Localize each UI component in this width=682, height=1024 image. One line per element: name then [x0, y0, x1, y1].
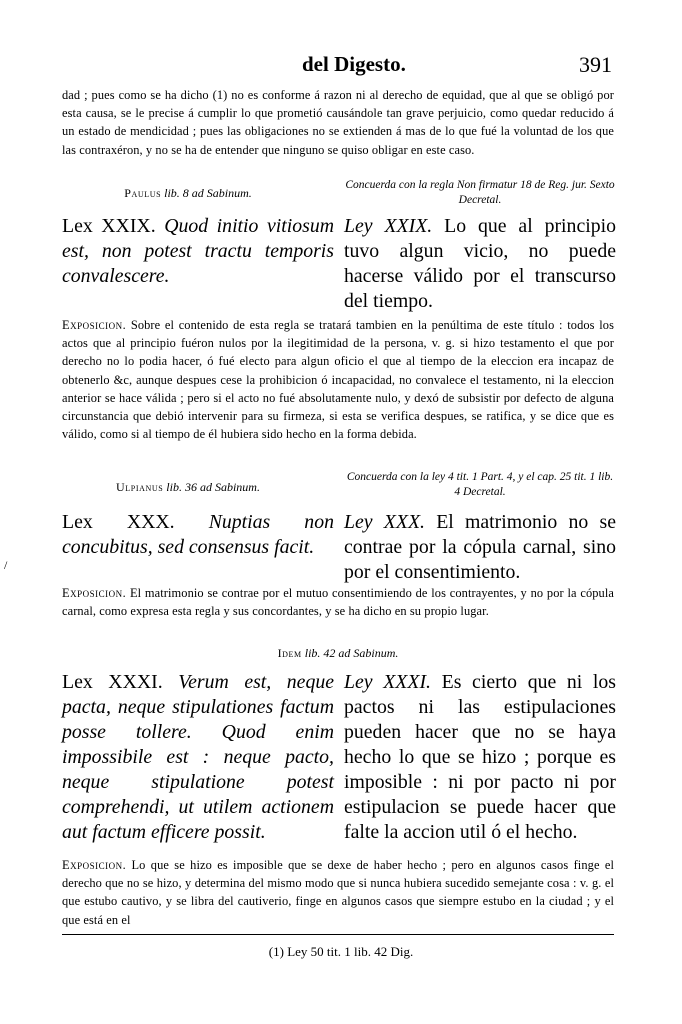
spanish-law-text — [344, 510, 616, 585]
ley-number: Ley XXXI. — [344, 671, 431, 693]
spanish-law-text — [344, 214, 616, 314]
source-citation — [62, 480, 334, 495]
lex-text: Quod initio vitiosum est, non potest tractu temporis convalescere. — [62, 215, 334, 287]
lex-number: Lex XXXI. — [62, 671, 163, 693]
lex-number: Lex XXIX. — [62, 215, 156, 237]
lex-text: Nuptias non concubitus, sed consensus facit. — [62, 511, 334, 558]
exposicion-label: Exposicion. — [62, 318, 127, 332]
ley-text: El matrimonio no se contrae por la cópula carnal, sino por el consentimiento. — [344, 511, 616, 583]
ley-number: Ley XXIX. — [344, 215, 433, 237]
running-head — [0, 52, 682, 82]
exposicion-paragraph — [62, 584, 614, 620]
concordance-note: Concuerda con la ley 4 tit. 1 Part. 4, y el cap. 25 tit. 1 lib. 4 Decretal. — [346, 471, 614, 498]
exposicion-text: Sobre el contenido de esta regla se tratará tambien en la penúltima de este título : todos los actos que al principio fuéron nulos por la ilegitimidad de la persona, v. g. si hizo testamento el que por derecho no lo podia hacer, ó fué electo para algun oficio el que al tiempo de la eleccion era incapaz de obtenerlo &c, aunque despues cese la prohibicion ó incapacidad, no convalece el testamento, ni la eleccion anterior se hace válida ; pero si el acto no fué absolutamente nulo, y dexó de subsistir por defecto de alguna circunstancia que debió intervenir para su firmeza, si esta se verifica despues, se ratifica, y se dice que es válido, como si al tiempo de él hubiera sido hecho en la forma debida. — [62, 318, 614, 442]
exposicion-label: Exposicion. — [62, 586, 127, 600]
lex-number: Lex XXX. — [62, 511, 175, 533]
latin-law-text — [62, 670, 334, 845]
page-number: 391 — [579, 52, 612, 77]
running-title: del Digesto. — [302, 52, 406, 76]
margin-mark: / — [4, 558, 8, 572]
ley-number: Ley XXX. — [344, 511, 425, 533]
latin-law-text — [62, 510, 334, 560]
opening-paragraph: dad ; pues como se ha dicho (1) no es conforme á razon ni al derecho de equidad, que al que se obligó por esta causa, se le precise á cumplir lo que prometió causándole tan grave perjuicio, como quedar reducido á un estado de mendicidad ; pues las obligaciones no se extienden á mas de lo que fué la voluntad de los que las contraxéron, y no se ha de entender que ninguno se quiso obligar en este caso. — [62, 88, 614, 157]
source-reference: lib. 36 ad Sabinum. — [166, 480, 260, 494]
source-author: Idem — [277, 646, 302, 660]
latin-law-text — [62, 214, 334, 289]
source-reference: lib. 42 ad Sabinum. — [304, 646, 399, 660]
exposicion-paragraph — [62, 316, 614, 443]
source-reference: lib. 8 ad Sabinum. — [164, 186, 252, 200]
concordance-note: Concuerda con la regla Non firmatur 18 de Reg. jur. Sexto Decretal. — [345, 179, 615, 206]
exposicion-label: Exposicion. — [62, 858, 127, 872]
exposicion-paragraph — [62, 856, 614, 929]
ley-text: Lo que al principio tuvo algun vicio, no puede hacerse válido por el transcurso del tiempo. — [344, 215, 616, 312]
exposicion-text: Lo que se hizo es imposible que se dexe de haber hecho ; pero en algunos casos finge el derecho que no se hizo, y determina del mismo modo que si nunca hubiera sucedido semejante cosa : v. g. el que estubo cautivo, y se libra del cautiverio, finge en algunos casos que siempre estubo en la ciudad ; y el que está en el — [62, 858, 615, 927]
lex-text: Verum est, neque pacta, neque stipulationes factum posse tollere. Quod enim impossibile est : neque pacto, neque stipulatione potest comprehendi, ut utilem actionem aut factum efficere possit. — [62, 671, 334, 843]
source-citation — [62, 186, 334, 201]
footnote: (1) Ley 50 tit. 1 lib. 42 Dig. — [268, 944, 414, 959]
source-author: Paulus — [124, 186, 162, 200]
ley-text: Es cierto que ni los pactos ni las estipulaciones pueden hacer que no se haya hecho lo que se hizo ; porque es imposible : ni por pacto ni por estipulacion se puede hacer que falte la accion util ó el hecho. — [344, 671, 616, 843]
source-author: Ulpianus — [116, 480, 164, 494]
exposicion-text: El matrimonio se contrae por el mutuo consentimiendo de los contrayentes, y no por la cópula carnal, como expresa esta regla y sus concordantes, y se ha dicho en su propio lugar. — [62, 586, 614, 619]
spanish-law-text — [344, 670, 616, 845]
source-citation — [62, 646, 614, 661]
footnote-rule — [62, 934, 614, 935]
